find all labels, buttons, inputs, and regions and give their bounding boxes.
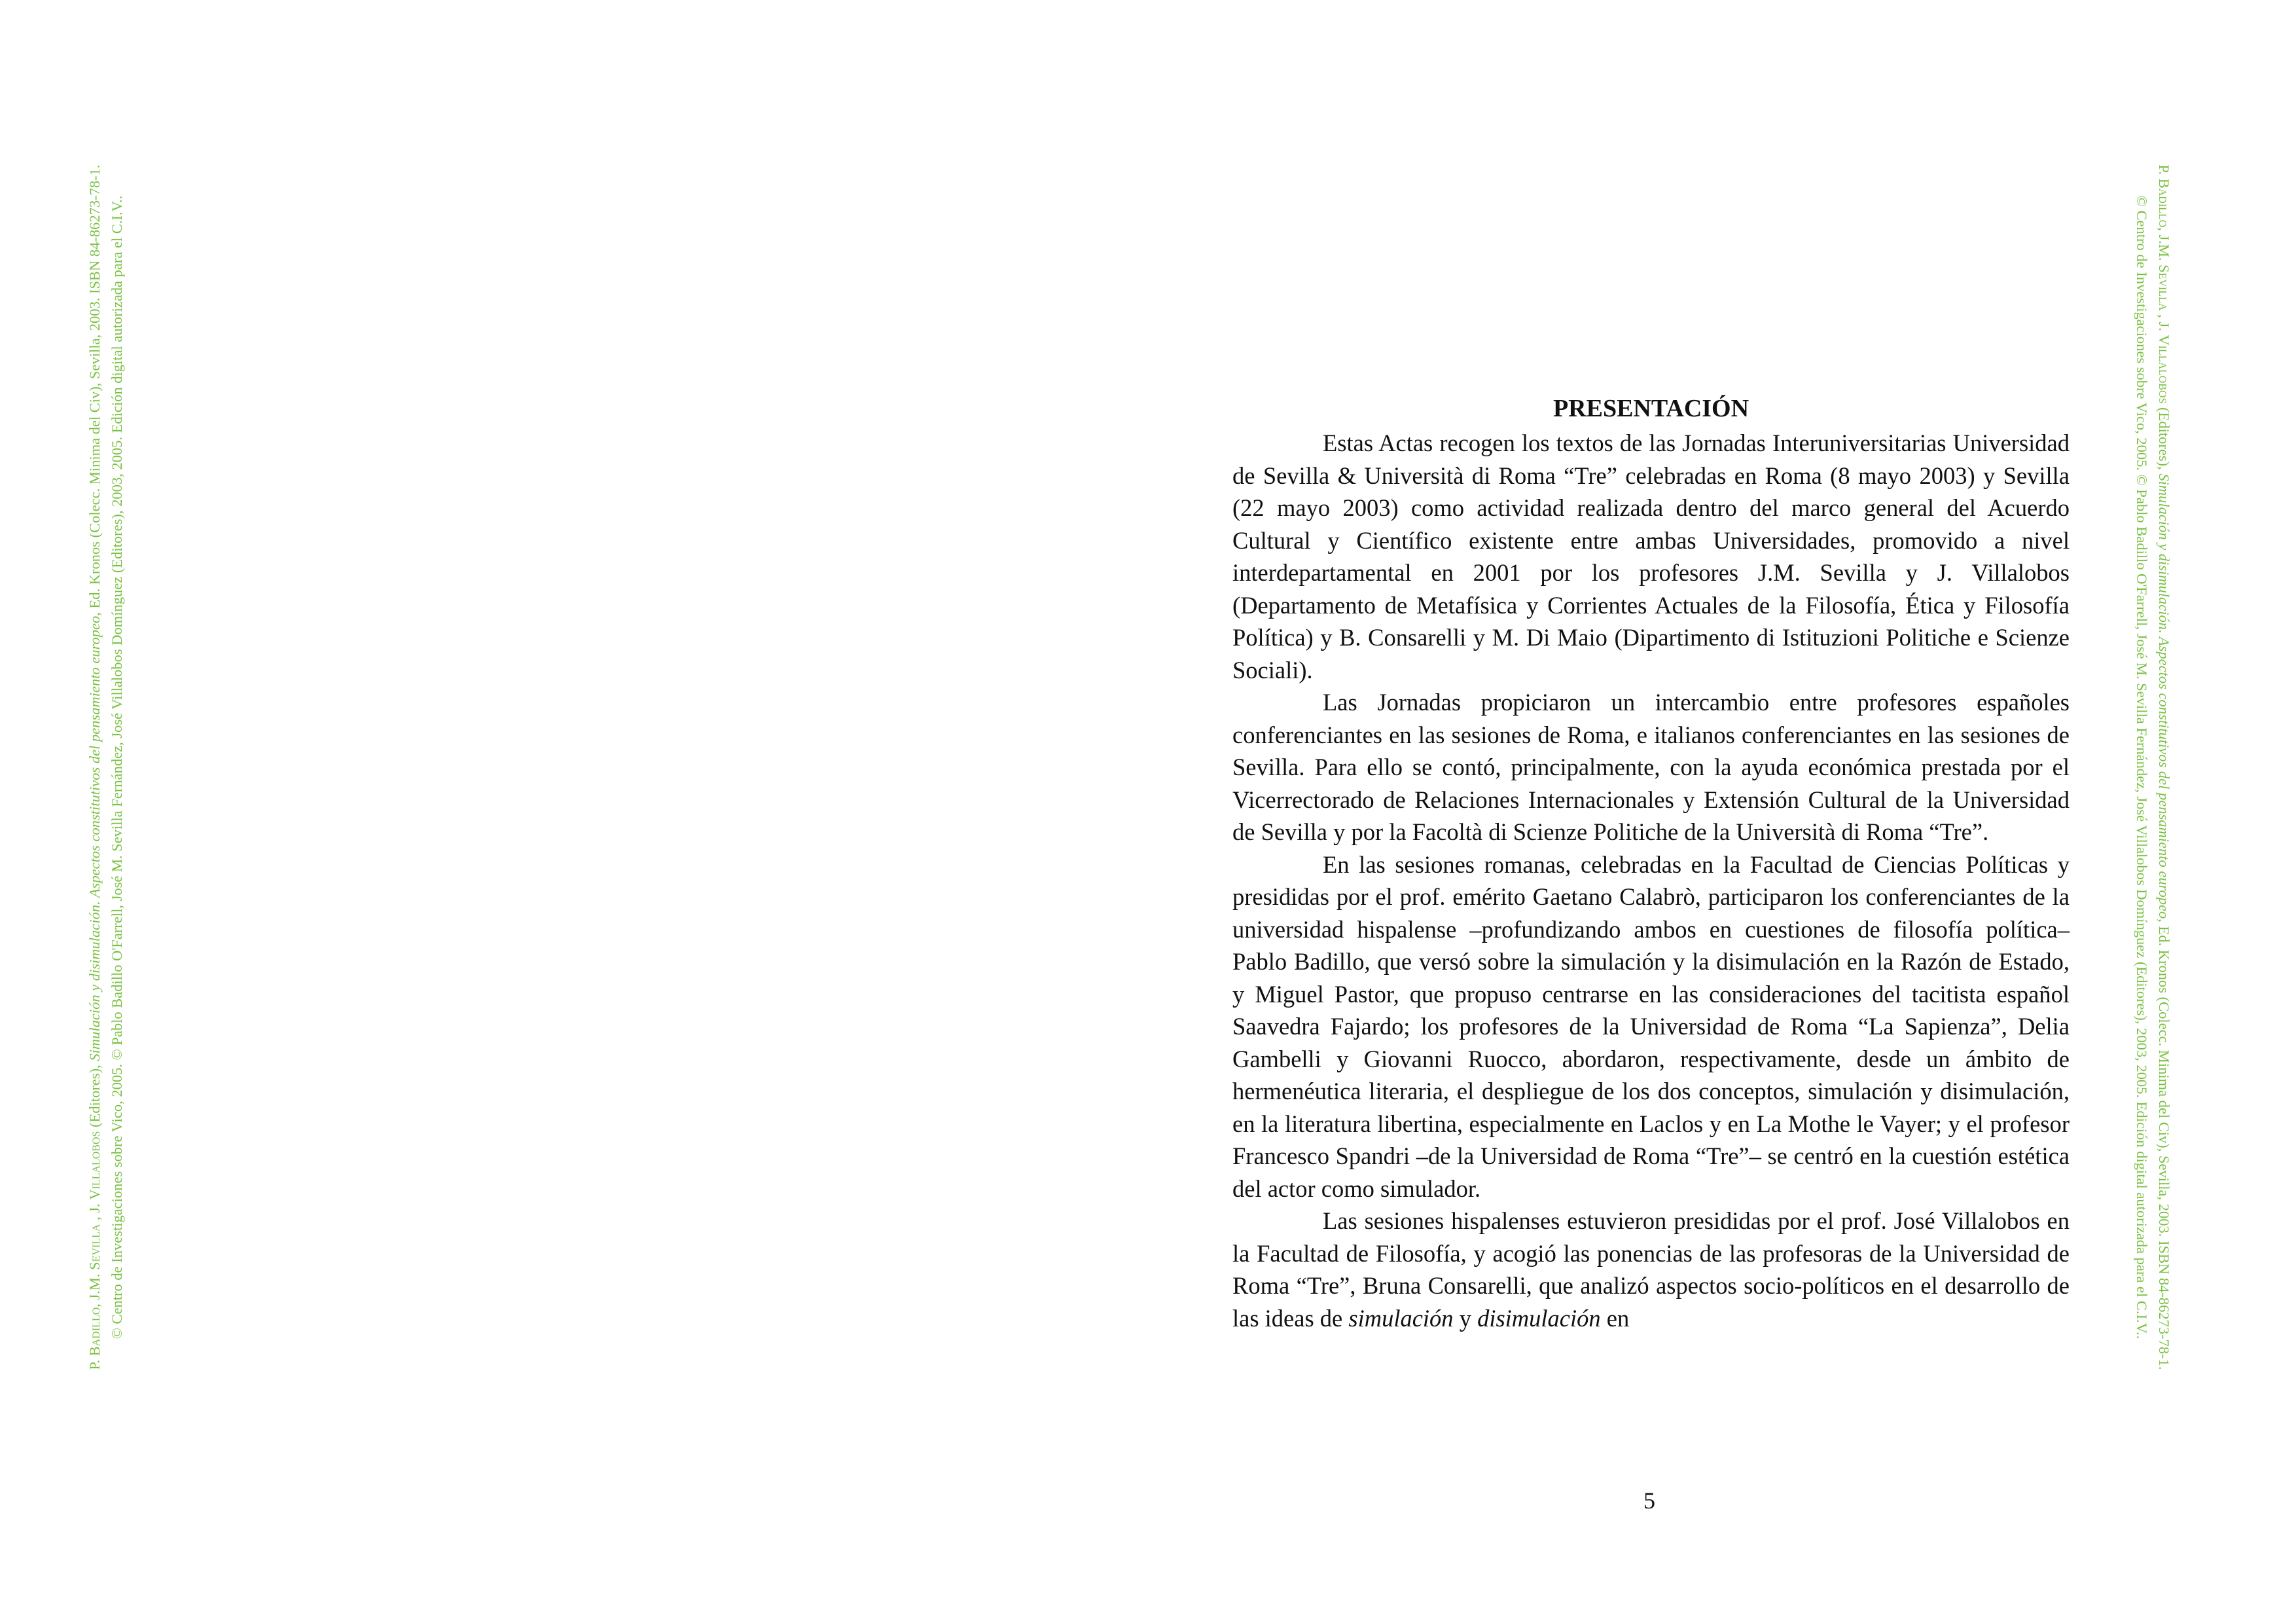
left-strip-line-2: © Centro de Investigaciones sobre Vico, 2005. © Pablo Badillo O'Farrell, José M. Sevilla Fernández, José Villalobos Domínguez (Editores), 2003, 2005. Edición digital autorizada para el C.I.V.. (109, 195, 125, 1340)
term-disimulacion: disimulación (1477, 1304, 1601, 1332)
left-copyright-strip (84, 5, 128, 1530)
page-number: 5 (1643, 1487, 1655, 1514)
page-body (1232, 393, 2070, 1334)
right-strip-line-1: P. Badillo, J.M. Sevilla , J. Villalobos (Editores), Simulación y disimulación. Aspectos constitutivos del pensamiento europeo, Ed. Kronos (Colecc. Minima del Civ), Sevilla, 2003. ISBN 84-86273-78-1. (2156, 164, 2172, 1370)
page-title: PRESENTACIÓN (1552, 395, 1749, 422)
right-strip-line-2: © Centro de Investigaciones sobre Vico, 2005. © Pablo Badillo O'Farrell, José M. Sevilla Fernández, José Villalobos Domínguez (Editores), 2003, 2005. Edición digital autorizada para el C.I.V.. (2134, 195, 2150, 1340)
paragraph-1: Estas Actas recogen los textos de las Jornadas Interuniversitarias Universidad de Sevilla & Università di Roma “Tre” celebradas en Roma (8 mayo 2003) y Sevilla (22 mayo 2003) como actividad realizada dentro del marco general del Acuerdo Cultural y Científico existente entre ambas Universidades, promovido a nivel interdepartamental en 2001 por los profesores J.M. Sevilla y J. Villalobos (Departamento de Metafísica y Corrientes Actuales de la Filosofía, Ética y Filosofía Política) y B. Consarelli y M. Di Maio (Dipartimento di Istituzioni Politiche e Scienze Sociali). (1232, 429, 2070, 684)
right-copyright-strip (2130, 5, 2175, 1530)
paragraph-4: Las sesiones hispalenses estuvieron presididas por el prof. José Villalobos en la Facultad de Filosofía, y acogió las ponencias de las profesoras de la Universidad de Roma “Tre”, Bruna Consarelli, que analizó aspectos socio-políticos en el desarrollo de las ideas de simulación y disimulación en (1232, 1207, 2070, 1332)
paragraph-2: Las Jornadas propiciaron un intercambio entre profesores españoles conferenciantes en las sesiones de Roma, e italianos conferenciantes en las sesiones de Sevilla. Para ello se contó, principalmente, con la ayuda económica prestada por el Vicerrectorado de Relaciones Internacionales y Extensión Cultural de la Universidad de Sevilla y por la Facoltà di Scienze Politiche de la Università di Roma “Tre”. (1232, 689, 2070, 845)
term-simulacion: simulación (1348, 1304, 1454, 1332)
paragraph-3: En las sesiones romanas, celebradas en la Facultad de Ciencias Políticas y presididas por el prof. emérito Gaetano Calabrò, participaron los conferenciantes de la universidad hispalense –profundizando ambos en cuestiones de filosofía política– Pablo Badillo, que versó sobre la simulación y la disimulación en la Razón de Estado, y Miguel Pastor, que propuso centrarse en las consideraciones del tacitista español Saavedra Fajardo; los profesores de la Universidad de Roma “La Sapienza”, Delia Gambelli y Giovanni Ruocco, abordaron, respectivamente, desde un ámbito de hermenéutica literaria, el despliegue de los dos conceptos, simulación y disimulación, en la literatura libertina, especialmente en Laclos y en La Mothe le Vayer; y el profesor Francesco Spandri –de la Universidad de Roma “Tre”– se centró en la cuestión estética del actor como simulador. (1232, 850, 2070, 1202)
left-strip-line-1: P. Badillo, J.M. Sevilla , J. Villalobos (Editores), Simulación y disimulación. Aspectos constitutivos del pensamiento europeo, Ed. Kronos (Colecc. Minima del Civ), Sevilla, 2003. ISBN 84-86273-78-1. (86, 164, 103, 1370)
